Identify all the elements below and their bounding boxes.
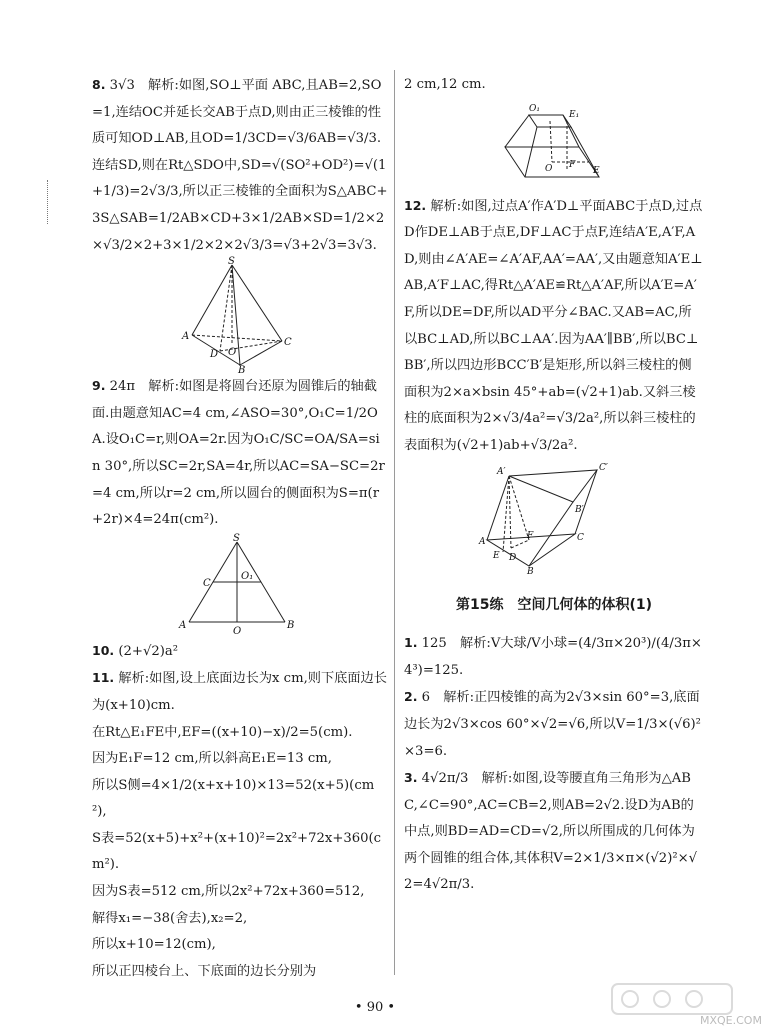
cone-label-b: B xyxy=(287,619,295,631)
prism-label-a-prime: A′ xyxy=(497,466,506,477)
figure-pyramid xyxy=(170,256,310,377)
prism-label-c-prime: C′ xyxy=(599,462,608,473)
volume-answer-1: 1. 125 解析:V大球/V小球=(4/3π×20³)/(4/3π×4³)=125. xyxy=(404,635,702,678)
pyramid-label-b: B xyxy=(238,365,246,377)
prism-label-f: F xyxy=(527,530,534,541)
figure-oblique-prism xyxy=(479,462,629,577)
figure-cone-section xyxy=(175,532,305,637)
frustum-label-o1: O₁ xyxy=(529,103,540,114)
answer-11-line-5: S表=52(x+5)+x²+(x+10)²=2x²+72x+360(cm²). xyxy=(92,830,382,873)
page-number: • 90 • xyxy=(354,1000,396,1015)
answer-11-line-2: 在Rt△E₁FE中,EF=((x+10)−x)/2=5(cm). xyxy=(92,724,353,740)
answer-10: 10. (2+√2)a² xyxy=(92,642,179,659)
answer-11-line-4: 所以S侧=4×1/2(x+x+10)×13=52(x+5)(cm²), xyxy=(92,777,375,820)
answer-11: 11. 解析:如图,设上底面边长为x cm,则下底面边长为(x+10)cm. xyxy=(92,670,387,713)
cone-label-c: C xyxy=(203,577,211,589)
frustum-label-f: F xyxy=(569,159,576,170)
pyramid-label-s: S xyxy=(228,256,235,268)
cone-label-o1: O₁ xyxy=(241,570,254,582)
answer-11-line-7: 解得x₁=−38(舍去),x₂=2, xyxy=(92,910,248,926)
section-title: 第15练 空间几何体的体积(1) xyxy=(455,596,653,613)
pyramid-label-o: O xyxy=(228,347,237,359)
answer-11-line-9: 所以正四棱台上、下底面的边长分别为 xyxy=(92,963,317,979)
frustum-label-o: O xyxy=(545,163,553,174)
prism-label-e: E xyxy=(493,550,500,561)
volume-answer-2: 2. 6 解析:正四棱锥的高为2√3×sin 60°=3,底面边长为2√3×cos 60°×√2=√6,所以V=1/3×(√6)²×3=6. xyxy=(404,689,701,759)
answer-12: 12. 解析:如图,过点A′作A′D⊥平面ABC于点D,过点D作DE⊥AB于点E,DF⊥AC于点F,连结A′E,A′F,AD,则由∠A′AE=∠A′AF,AA′=AA′,又由题意知A′E⊥AB,A′F⊥AC,得Rt△A′AE≌Rt△A′AF,所以A′E=A′F,所以DE=DF,所以AD平分∠BAC.又AB=AC,所以BC⊥AD,所以BC⊥AA′.因为AA′∥BB′,所以BC⊥BB′,所以四边形BCC′B′是矩形,所以斜三棱柱的侧面积为2×a×bsin 45°+ab=(√2+1)ab.又斜三棱柱的底面积为2×√3/4a²=√3/2a²,所以斜三棱柱的表面积为(√2+1)ab+√3/2a². xyxy=(404,197,703,453)
column-divider xyxy=(394,70,395,975)
prism-label-a: A xyxy=(479,536,486,547)
figure-frustum xyxy=(499,101,609,191)
answer-8: 8. 3√3 解析:如图,SO⊥平面 ABC,且AB=2,SO=1,连结OC并延长交AB于点D,则由正三棱锥的性质可知OD⊥AB,且OD=1/3CD=√3/6AB=√3/3.连结SD,则在Rt△SDO中,SD=√(SO²+OD²)=√(1+1/3)=2√3/3,所以正三棱锥的全面积为S△ABC+3S△SAB=1/2AB×CD+3×1/2AB×SD=1/2×2×√3/2×2+3×1/2×2×2√3/3=√3+2√3=3√3. xyxy=(92,77,388,253)
right-column xyxy=(404,72,704,899)
volume-answer-3: 3. 4√2π/3 解析:如图,设等腰直角三角形为△ABC,∠C=90°,AC=CB=2,则AB=2√2.设D为AB的中点,则BD=AD=CD=√2,所以所围成的几何体为两个圆锥的组合体,其体积V=2×1/3×π×(√2)²×√2=4√2π/3. xyxy=(404,770,698,893)
answer-11-line-6: 因为S表=512 cm,所以2x²+72x+360=512, xyxy=(92,884,365,900)
answer-11-line-3: 因为E₁F=12 cm,所以斜高E₁E=13 cm, xyxy=(92,751,332,767)
pyramid-label-d: D xyxy=(210,349,219,361)
cone-label-a: A xyxy=(179,619,187,631)
watermark-text: MXQE.COM xyxy=(700,1014,762,1027)
prism-label-c: C xyxy=(577,532,584,543)
answer-11-continued: 2 cm,12 cm. xyxy=(404,77,486,92)
pyramid-label-c: C xyxy=(284,337,292,349)
frustum-label-e: E xyxy=(593,165,600,176)
cone-label-s: S xyxy=(233,532,240,544)
prism-label-b-prime: B′ xyxy=(575,504,584,515)
pyramid-label-a: A xyxy=(182,331,190,343)
cone-label-o: O xyxy=(233,625,242,637)
frustum-label-e1: E₁ xyxy=(569,109,580,120)
answer-9: 9. 24π 解析:如图是将圆台还原为圆锥后的轴截面.由题意知AC=4 cm,∠ASO=30°,O₁C=1/2OA.设O₁C=r,则OA=2r.因为O₁C/SC=OA/SA=sin 30°,所以SC=2r,SA=4r,所以AC=SA−SC=2r=4 cm,所以r=2 cm,所以圆台的侧面积为S=π(r+2r)×4=24π(cm²). xyxy=(92,378,385,528)
binding-mark xyxy=(47,180,50,224)
prism-label-d: D xyxy=(509,552,517,563)
left-column xyxy=(92,72,388,985)
answer-11-line-8: 所以x+10=12(cm), xyxy=(92,937,216,953)
prism-label-b: B xyxy=(527,566,534,577)
